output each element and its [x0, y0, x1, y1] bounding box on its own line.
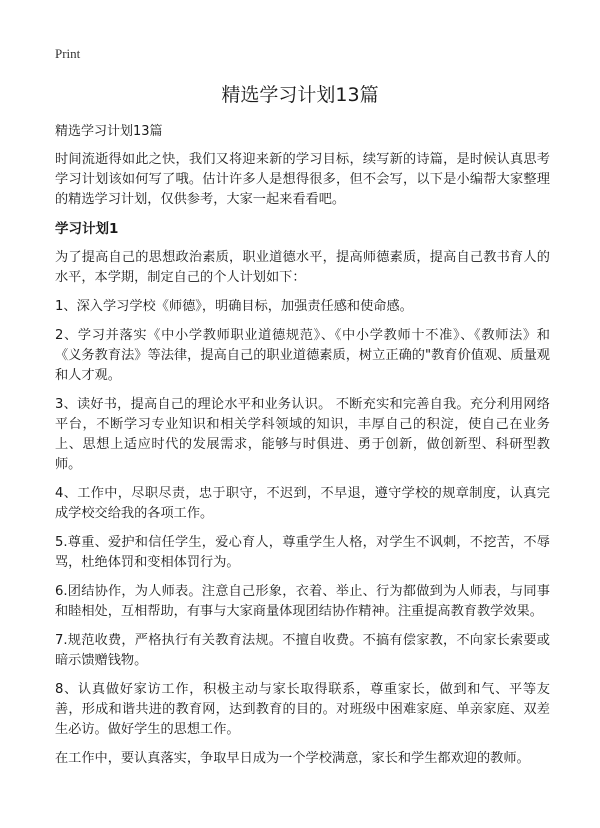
print-label: Print — [55, 46, 81, 61]
intro-paragraph: 时间流逝得如此之快，我们又将迎来新的学习目标，续写新的诗篇，是时候认真思考学习计划该如何写了哦。估计许多人是想得很多，但不会写，以下是小编帮大家整理的精选学习计划，仅供参考，大家一起来看看吧。 — [55, 152, 550, 207]
document-subtitle: 精选学习计划13篇 — [55, 124, 163, 139]
body-paragraph: 1、深入学习学校《师德》，明确目标，加强责任感和使命感。 — [55, 299, 413, 314]
body-paragraph: 2、学习并落实《中小学教师职业道德规范》、《中小学教师十不准》、《教师法》和《义务教育法》等法律，提高自己的职业道德素质，树立正确的"教育价值观、质量观和人才观。 — [55, 328, 550, 383]
body-paragraph: 6.团结协作，为人师表。注意自己形象，衣着、举止、行为都做到为人师表，与同事和睦相处，互相帮助，有事与大家商量体现团结协作精神。注重提高教育教学效果。 — [55, 584, 550, 619]
body-paragraph: 3、读好书，提高自己的理论水平和业务认识。 不断充实和完善自我。充分利用网络平台，不断学习专业知识和相关学科领域的知识，丰厚自己的积淀，使自己在业务上、思想上适应时代的发展需求，能够与时俱进、勇于创新，做创新型、科研型教师。 — [55, 397, 550, 472]
body-paragraph: 为了提高自己的思想政治素质，职业道德水平，提高师德素质，提高自己教书育人的水平，本学期，制定自己的个人计划如下： — [55, 250, 550, 285]
body-paragraph: 5.尊重、爱护和信任学生，爱心育人，尊重学生人格，对学生不讽刺，不挖苦，不辱骂，杜绝体罚和变相体罚行为。 — [55, 535, 550, 570]
body-paragraph: 8、认真做好家访工作，积极主动与家长取得联系，尊重家长，做到和气、平等友善，形成和谐共进的教育网，达到教育的目的。对班级中困难家庭、单亲家庭、双差生必访。做好学生的思想工作。 — [55, 682, 550, 737]
section-heading: 学习计划1 — [55, 221, 119, 237]
body-paragraph: 在工作中，要认真落实，争取早日成为一个学校满意，家长和学生都欢迎的教师。 — [55, 751, 530, 766]
body-paragraph: 4、工作中，尽职尽责，忠于职守，不迟到，不早退，遵守学校的规章制度，认真完成学校交给我的各项工作。 — [55, 486, 550, 521]
document-body — [55, 122, 550, 778]
document-title: 精选学习计划13篇 — [221, 84, 379, 106]
body-paragraph: 7.规范收费，严格执行有关教育法规。不擅自收费。不搞有偿家教，不向家长索要或暗示馈赠钱物。 — [55, 633, 550, 668]
